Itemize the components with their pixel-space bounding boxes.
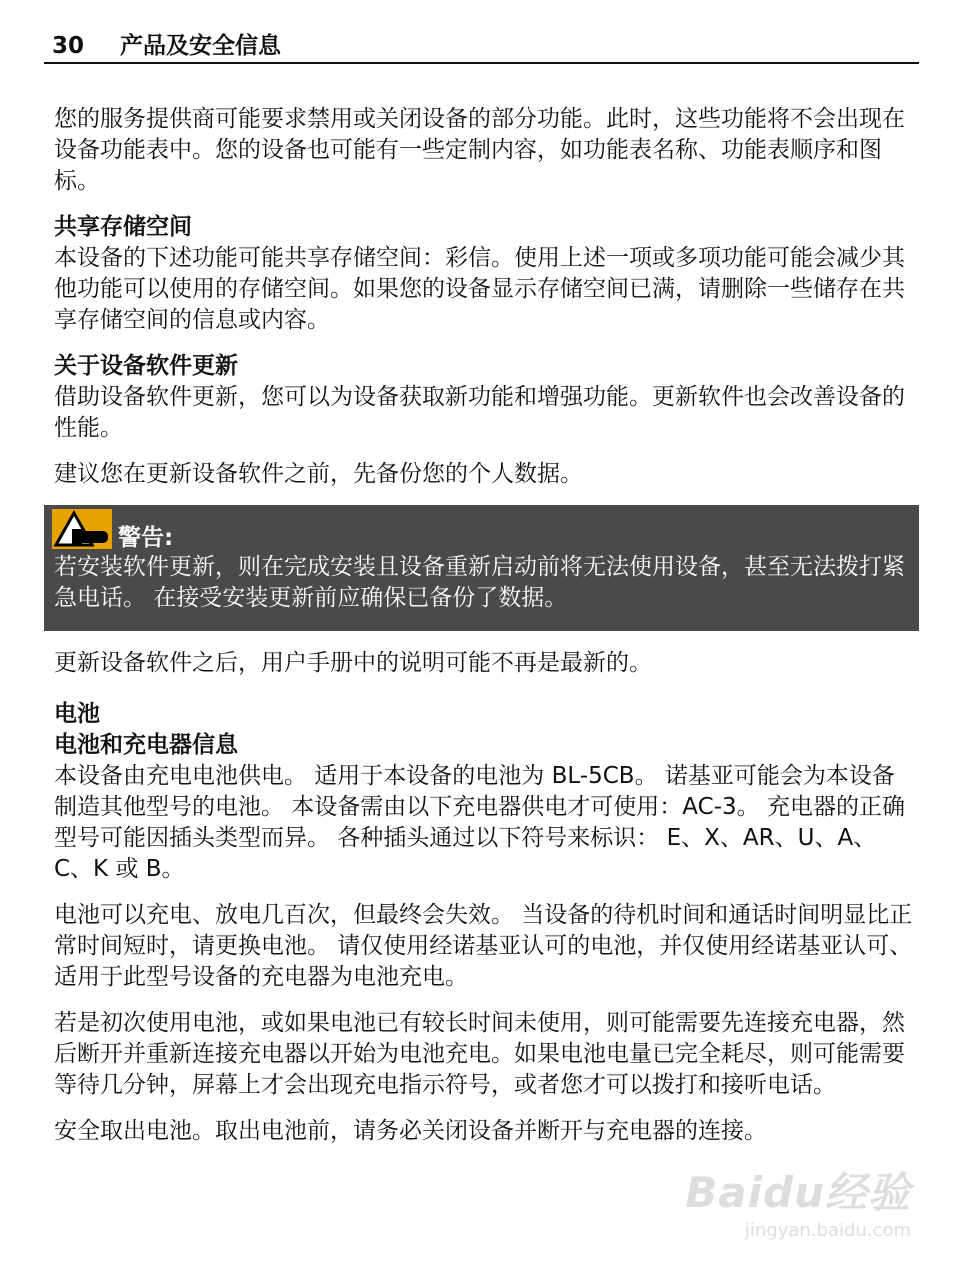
shared-storage-text: 本设备的下述功能可能共享存储空间：彩信。使用上述一项或多项功能可能会减少其他功能可以使用的存储空间。如果您的设备显示存储空间已满，请删除一些储存在共享存储空间的信息或内容。 bbox=[54, 245, 905, 333]
page-content bbox=[54, 104, 914, 505]
warning-title: 警告: bbox=[118, 525, 174, 551]
software-update-heading: 关于设备软件更新 bbox=[54, 353, 238, 379]
battery-heading: 电池 bbox=[54, 701, 100, 727]
warning-text: 若安装软件更新，则在完成安装且设备重新启动前将无法使用设备，甚至无法拨打紧急电话。 在接受安装更新前应确保已备份了数据。 bbox=[54, 554, 905, 611]
software-update-text: 借助设备软件更新，您可以为设备获取新功能和增强功能。更新软件也会改善设备的性能。 bbox=[54, 384, 905, 441]
battery-charger-subheading: 电池和充电器信息 bbox=[54, 732, 238, 758]
watermark-logo: Baidu经验 bbox=[685, 1168, 911, 1217]
chapter-title: 产品及安全信息 bbox=[120, 33, 282, 59]
page-header bbox=[44, 30, 919, 64]
warning-box bbox=[44, 505, 919, 631]
battery-paragraph-3: 若是初次使用电池，或如果电池已有较长时间未使用，则可能需要先连接充电器，然后断开并重新连接充电器以开始为电池充电。如果电池电量已完全耗尽，则可能需要等待几分钟，屏幕上才会出现充电指示符号，或者您才可以拨打和接听电话。 bbox=[54, 1010, 905, 1098]
page-number: 30 bbox=[52, 33, 85, 59]
battery-paragraph-4: 安全取出电池。取出电池前，请务必关闭设备并断开与充电器的连接。 bbox=[54, 1118, 767, 1144]
baidu-watermark bbox=[685, 1160, 911, 1241]
battery-paragraph-2: 电池可以充电、放电几百次，但最终会失效。 当设备的待机时间和通话时间明显比正常时间短时，请更换电池。 请仅使用经诺基亚认可的电池，并仅使用经诺基亚认可、适用于此型号设备的充电器为电池充电。 bbox=[54, 902, 913, 990]
after-update-note: 更新设备软件之后，用户手册中的说明可能不再是最新的。 bbox=[54, 650, 652, 676]
warning-hand-icon bbox=[52, 509, 112, 549]
page-content-lower bbox=[54, 648, 914, 1162]
backup-advice: 建议您在更新设备软件之前，先备份您的个人数据。 bbox=[54, 461, 583, 487]
watermark-url: jingyan.baidu.com bbox=[744, 1220, 911, 1241]
shared-storage-heading: 共享存储空间 bbox=[54, 214, 192, 240]
intro-paragraph: 您的服务提供商可能要求禁用或关闭设备的部分功能。此时，这些功能将不会出现在设备功能表中。您的设备也可能有一些定制内容，如功能表名称、功能表顺序和图标。 bbox=[54, 106, 905, 194]
battery-paragraph-1: 本设备由充电电池供电。 适用于本设备的电池为 BL-5CB。 诺基亚可能会为本设备制造其他型号的电池。 本设备需由以下充电器供电才可使用：AC-3。 充电器的正确型号可能因插头类型而异。 各种插头通过以下符号来标识： E、X、AR、U、A、C、K 或 B。 bbox=[54, 763, 905, 882]
